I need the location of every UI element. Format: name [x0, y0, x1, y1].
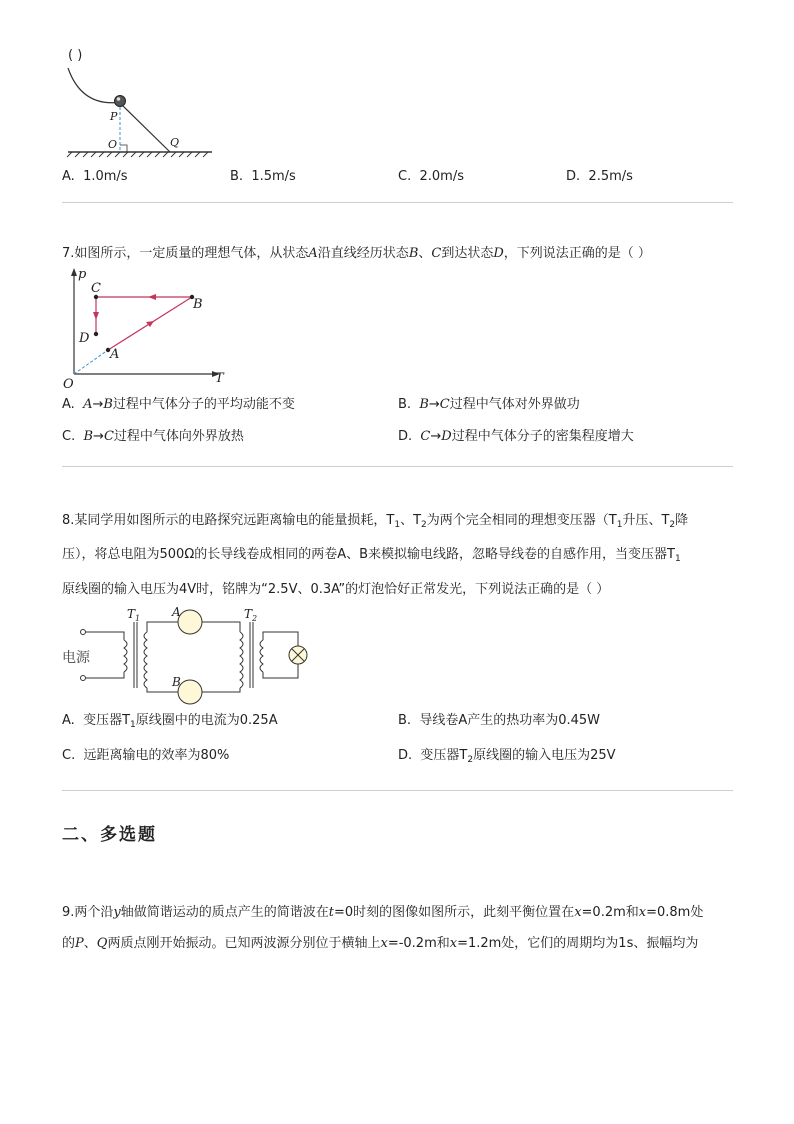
- t1-secondary-coil: [144, 632, 147, 688]
- q7-pt-graph: [60, 266, 235, 390]
- section-title: 二、多选题: [62, 825, 157, 845]
- q8-option-a[interactable]: A. 变压器$T_1$原线圈中的电流为0.25A: [62, 713, 278, 730]
- label-a: A: [110, 347, 120, 362]
- ball: [115, 96, 126, 107]
- label-o: O: [108, 138, 118, 151]
- label-t-axis: T: [215, 371, 224, 386]
- label-a: A: [172, 605, 181, 619]
- t1-primary-coil: [124, 640, 127, 672]
- q9-stem-line1: 9.两个沿y轴做简谐运动的质点产生的简谐波在t=0时刻的图像如图所示，此刻平衡位置在x=0.2m和x=0.8m处: [62, 905, 704, 920]
- divider: [62, 466, 733, 467]
- label-t2: $T_2$: [244, 607, 258, 623]
- q8-circuit-figure: [60, 604, 330, 708]
- q7-option-a[interactable]: A. A→B过程中气体分子的平均动能不变: [62, 397, 295, 412]
- q6-option-a[interactable]: A. 1.0m/s: [62, 169, 128, 184]
- q6-option-c[interactable]: C. 2.0m/s: [398, 169, 464, 184]
- divider: [62, 790, 733, 791]
- q8-option-b[interactable]: B. 导线卷A产生的热功率为0.45W: [398, 713, 601, 728]
- label-t1: $T_1$: [127, 607, 141, 623]
- point-d: [94, 332, 98, 336]
- label-p: P: [110, 110, 118, 123]
- q9-stem-line2: 的P、Q两质点刚开始振动。已知两波源分别位于横轴上x=-0.2m和x=1.2m处，它们的周期均为1s、振幅均为: [62, 936, 699, 951]
- wire-coil-b: [178, 680, 202, 704]
- q6-answer-paren: ( ): [68, 48, 83, 63]
- curved-track: [68, 68, 122, 103]
- divider: [62, 202, 733, 203]
- wire-coil-a: [178, 610, 202, 634]
- label-p-axis: p: [78, 267, 87, 282]
- label-power: 电源: [62, 650, 90, 666]
- q7-option-c[interactable]: C. B→C过程中气体向外界放热: [62, 429, 244, 444]
- q6-option-d[interactable]: D. 2.5m/s: [566, 169, 633, 184]
- label-b: B: [193, 297, 203, 312]
- q8-stem-line2: 压），将总电阻为500Ω的长导线卷成相同的两卷A、B来模拟输电线路，忽略导线卷的自感作用，当变压器$T_1$: [62, 547, 681, 564]
- q7-stem: 7.如图所示，一定质量的理想气体，从状态A沿直线经历状态B、C到达状态D，下列说法正确的是（ ）: [62, 246, 651, 261]
- q8-stem-line1: 8.某同学用如图所示的电路探究远距离输电的能量损耗，$T_1$、$T_2$为两个完全相同的理想变压器（$T_1$升压、$T_2$降: [62, 513, 689, 530]
- q7-option-d[interactable]: D. C→D过程中气体分子的密集程度增大: [398, 429, 634, 444]
- q8-option-d[interactable]: D. 变压器$T_2$原线圈的输入电压为25V: [398, 748, 616, 765]
- q6-figure: [62, 66, 222, 162]
- incline-line: [122, 105, 170, 152]
- q6-option-b[interactable]: B. 1.5m/s: [230, 169, 296, 184]
- label-d: D: [79, 331, 90, 346]
- label-c: C: [91, 281, 101, 296]
- label-b: B: [172, 675, 181, 689]
- label-q: Q: [170, 136, 180, 149]
- t2-secondary-coil: [260, 640, 263, 672]
- q7-option-b[interactable]: B. B→C过程中气体对外界做功: [398, 397, 580, 412]
- q8-stem-line3: 原线圈的输入电压为4V时，铭牌为“2.5V、0.3A”的灯泡恰好正常发光，下列说法正确的是（ ）: [62, 582, 610, 597]
- label-o: O: [63, 377, 74, 390]
- t2-primary-coil: [240, 632, 243, 688]
- q8-option-c[interactable]: C. 远距离输电的效率为80%: [62, 748, 230, 763]
